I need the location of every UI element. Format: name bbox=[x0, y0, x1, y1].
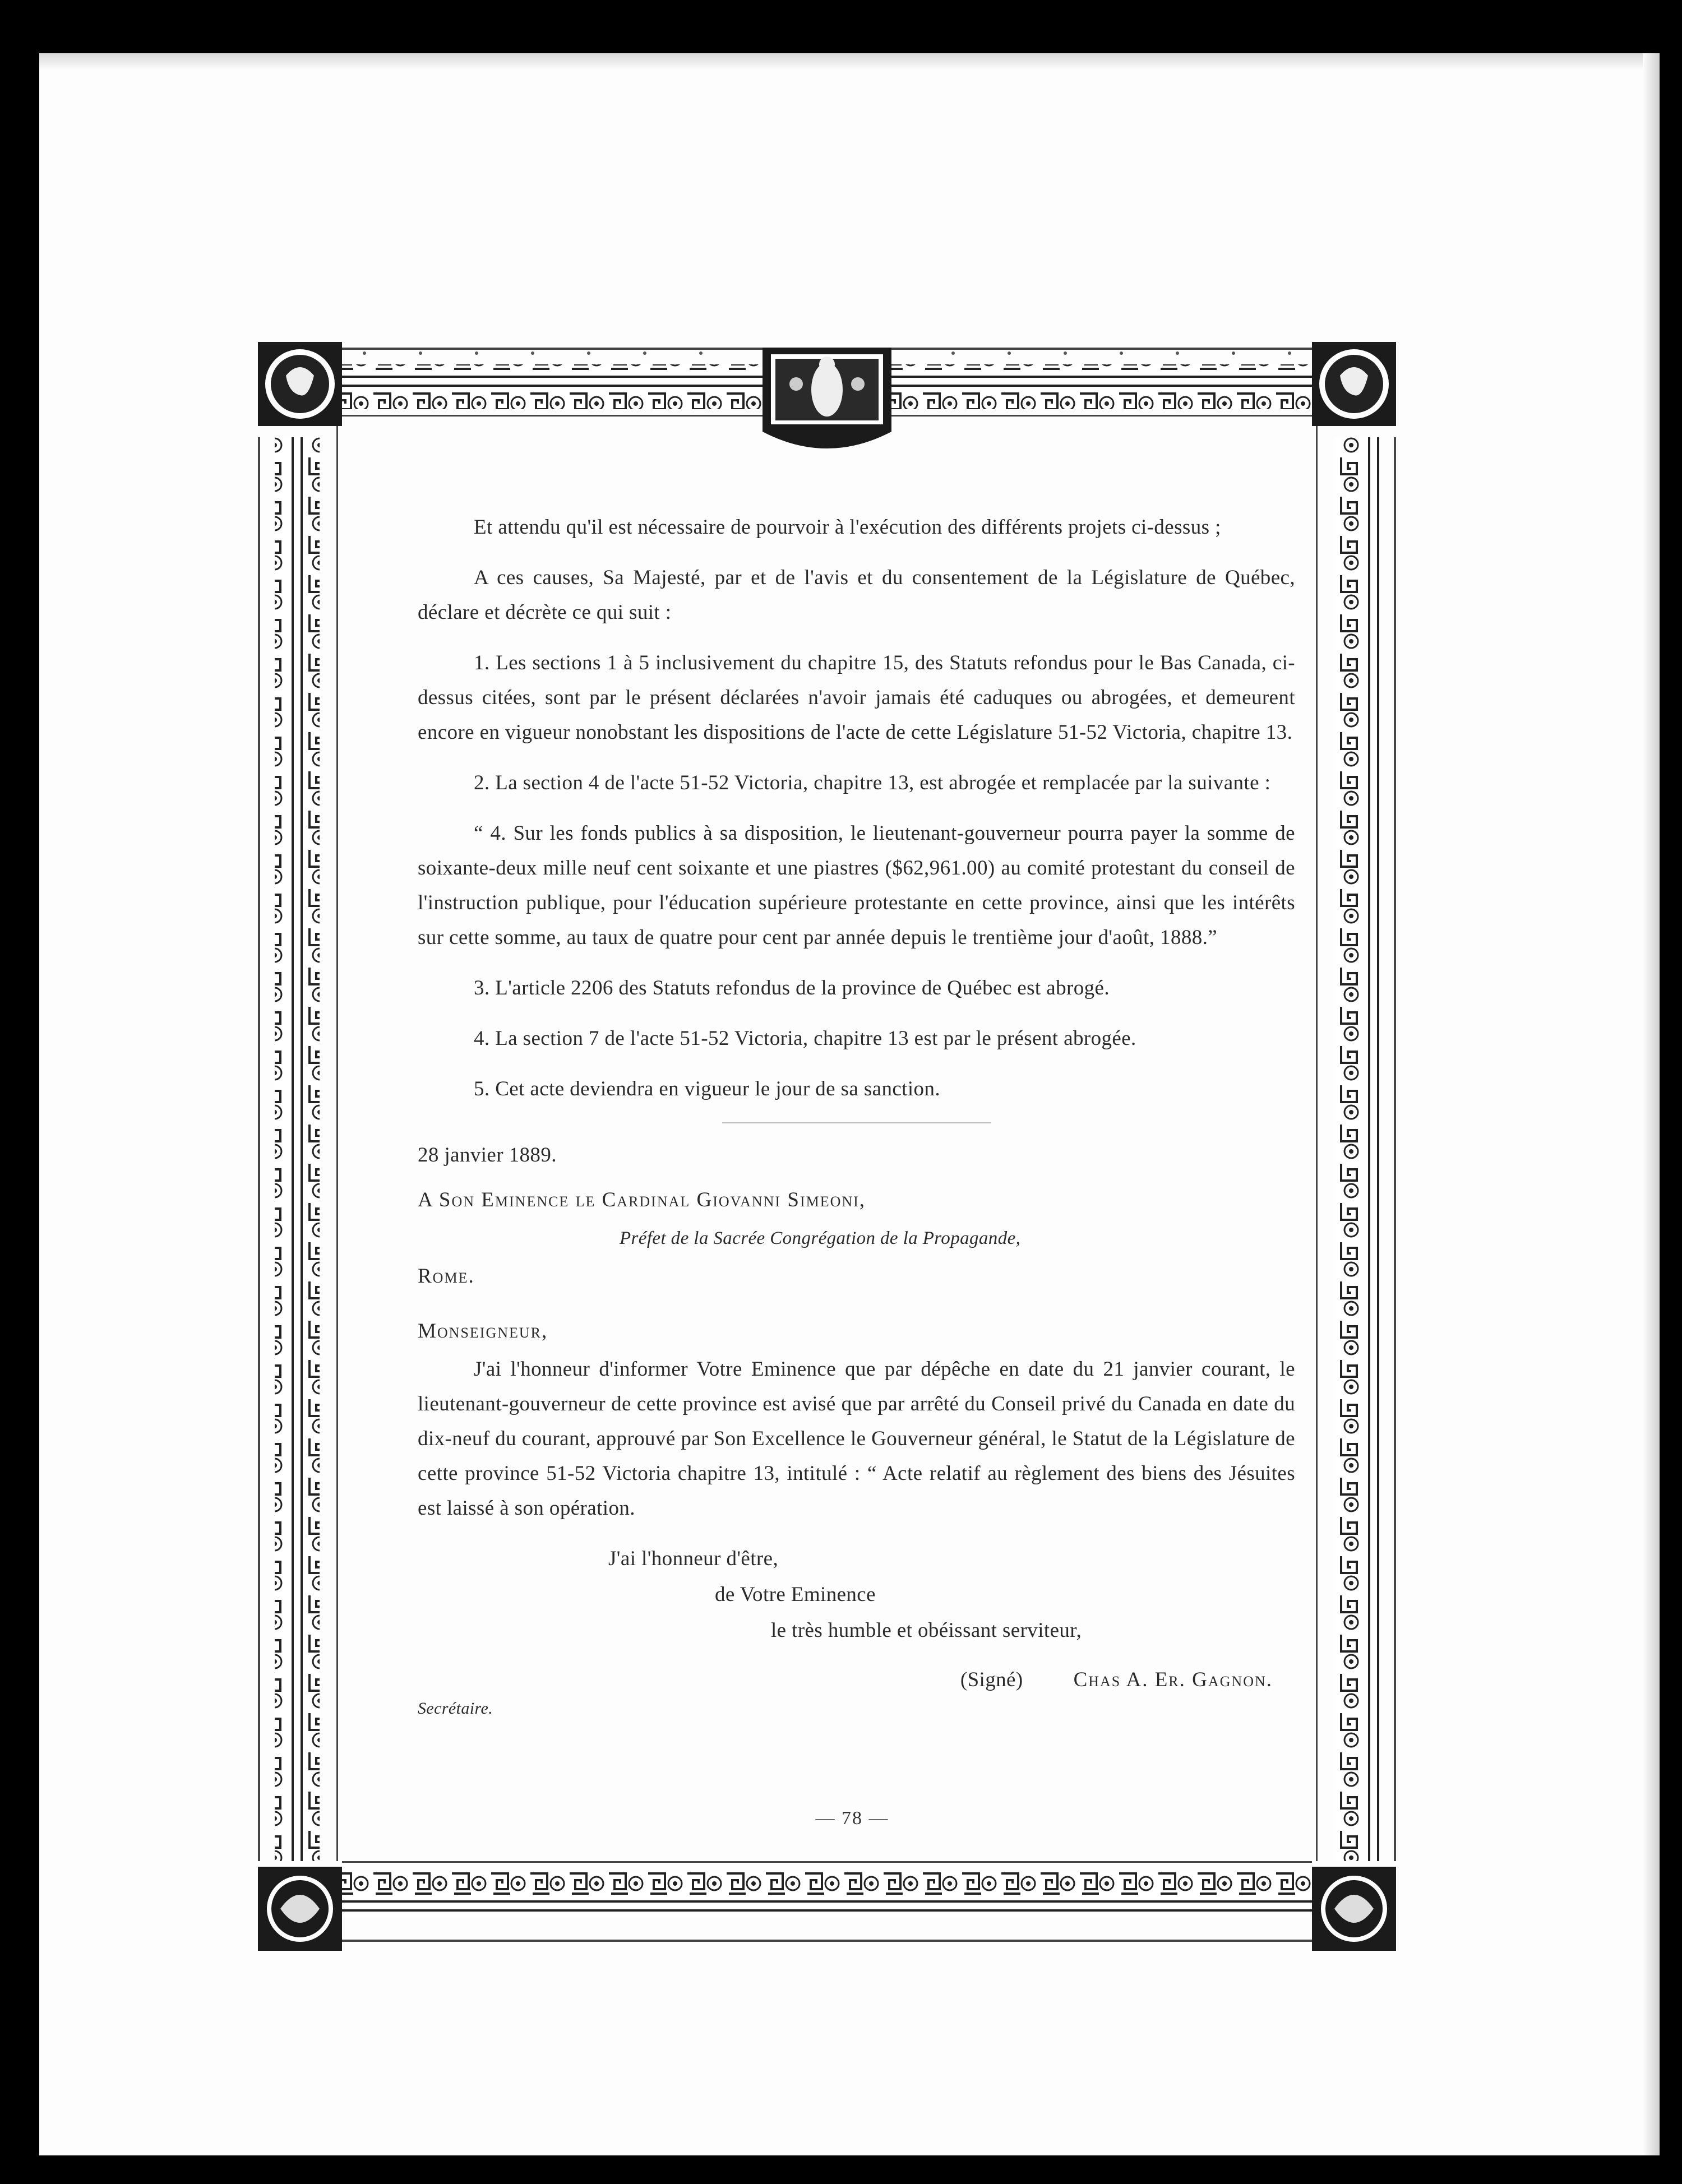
closing-line-1: J'ai l'honneur d'être, bbox=[608, 1547, 779, 1570]
signed-mark: (Signé) bbox=[960, 1668, 1023, 1691]
corner-ornament-bottom-left bbox=[258, 1867, 342, 1951]
paragraph-enactment: A ces causes, Sa Majesté, par et de l'avis et du consentement de la Législature de Québec, déclare et décrète ce qui suit : bbox=[418, 566, 1295, 624]
letter-body: J'ai l'honneur d'informer Votre Eminence que par dépêche en date du 21 janvier courant, le lieutenant-gouverneur de cette province est avisé que par arrêté du Conseil privé du Canada en date du dix-neuf du courant, approuvé par Son Excellence le Gouverneur général, le Statut de la Législature de cette province 51-52 Victoria chapitre 13, intitulé : “ Acte relatif au règlement des biens des Jésuites est laissé à son opération. bbox=[418, 1358, 1295, 1520]
addressee-city: Rome. bbox=[418, 1265, 475, 1288]
addressee-title: Préfet de la Sacrée Congrégation de la Propagande, bbox=[620, 1228, 1021, 1248]
page-number: — 78 — bbox=[815, 1808, 889, 1829]
quoted-section-4: “ 4. Sur les fonds publics à sa disposition, le lieutenant-gouverneur pourra payer la somme de soixante-deux mille neuf cent soixante et une piastres ($62,961.00) au comité protestant du conseil de l'instruction publique, pour l'éducation supérieure protestante en cette province, ainsi que les intérêts sur cette somme, au taux de quatre pour cent par année depuis le trentième jour d'août, 1888.” bbox=[418, 822, 1295, 949]
paragraph-recital: Et attendu qu'il est nécessaire de pourvoir à l'exécution des différents projets ci-dessus ; bbox=[474, 516, 1221, 539]
signature-line bbox=[418, 1663, 1273, 1697]
separator-rule bbox=[722, 1122, 991, 1123]
section-2: 2. La section 4 de l'acte 51-52 Victoria, chapitre 13, est abrogée et remplacée par la suivante : bbox=[474, 771, 1271, 794]
page-edge-shading-right bbox=[1643, 53, 1660, 2184]
corner-ornament-bottom-right bbox=[1312, 1867, 1396, 1951]
scan-border bbox=[0, 2155, 1682, 2184]
section-1: 1. Les sections 1 à 5 inclusivement du chapitre 15, des Statuts refondus pour le Bas Canada, ci-dessus citées, sont par le présent déclarées n'avoir jamais été caduques ou abrogées, et demeurent encore en vigueur nonobstant les dispositions de l'acte de cette Législature 51-52 Victoria, chapitre 13. bbox=[418, 651, 1295, 744]
document-body bbox=[418, 510, 1295, 1720]
salutation: Monseigneur, bbox=[418, 1320, 548, 1343]
section-5: 5. Cet acte deviendra en vigueur le jour de sa sanction. bbox=[474, 1077, 940, 1100]
closing-line-2: de Votre Eminence bbox=[715, 1583, 876, 1606]
closing-line-3: le très humble et obéissant serviteur, bbox=[771, 1619, 1082, 1642]
signer-title: Secrétaire. bbox=[418, 1699, 493, 1718]
signer-name: Chas A. Er. Gagnon. bbox=[1073, 1668, 1273, 1691]
letter-date: 28 janvier 1889. bbox=[418, 1144, 557, 1167]
section-4: 4. La section 7 de l'acte 51-52 Victoria, chapitre 13 est par le présent abrogée. bbox=[474, 1027, 1136, 1050]
section-3: 3. L'article 2206 des Statuts refondus de la province de Québec est abrogé. bbox=[474, 977, 1110, 1000]
corner-ornament-top-left bbox=[258, 342, 342, 426]
letter-addressee: A Son Eminence le Cardinal Giovanni Simeoni, bbox=[418, 1188, 866, 1211]
page-edge-shading bbox=[39, 53, 1660, 70]
corner-ornament-top-right bbox=[1312, 342, 1396, 426]
central-medallion bbox=[763, 348, 891, 448]
